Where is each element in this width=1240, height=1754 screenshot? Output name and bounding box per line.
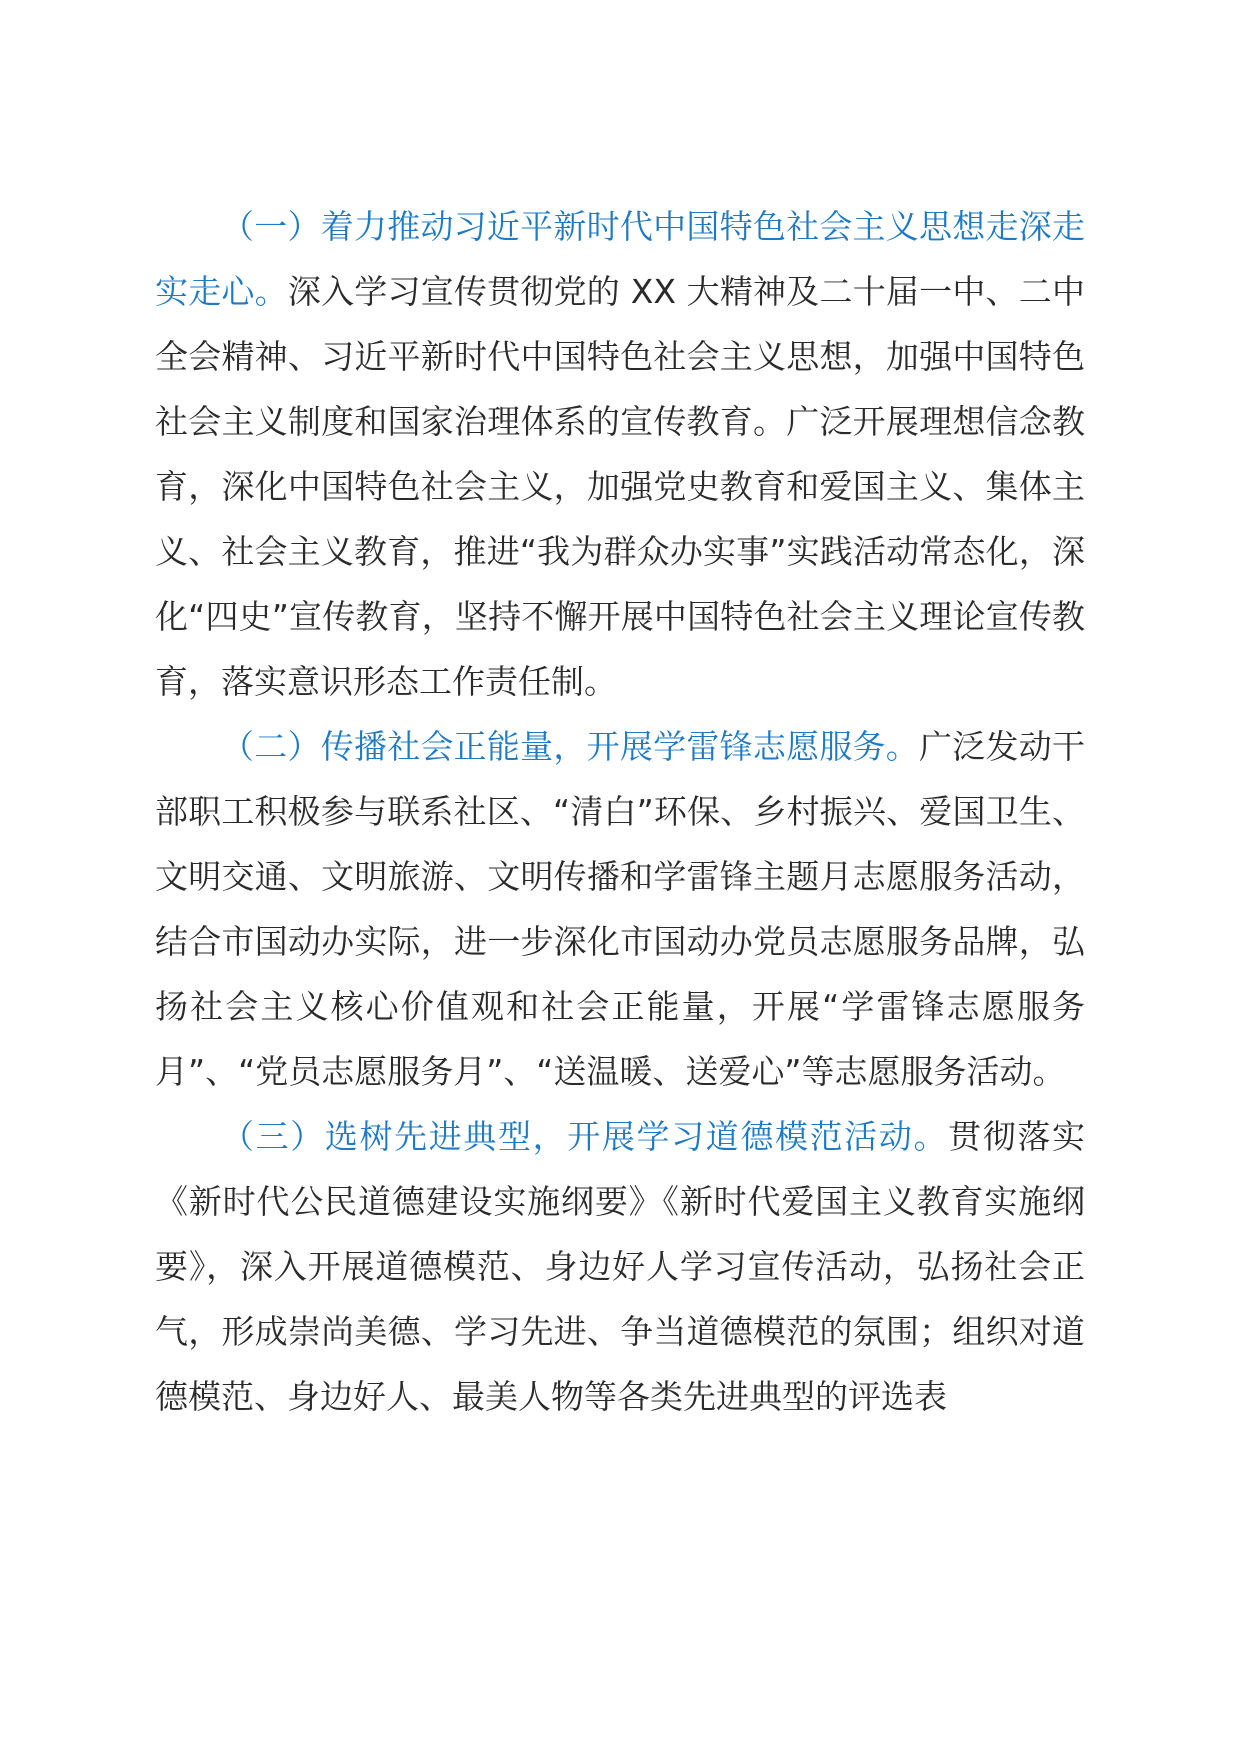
paragraph-3 <box>155 1104 1085 1429</box>
document-page <box>155 194 1085 1429</box>
paragraph-3-heading: （三）选树先进典型，开展学习道德模范活动。 <box>221 1117 949 1156</box>
paragraph-3-body: 贯彻落实《新时代公民道德建设实施纲要》《新时代爱国主义教育实施纲要》，深入开展道德模范、身边好人学习宣传活动，弘扬社会正气，形成崇尚美德、学习先进、争当道德模范的氛围；组织对道德模范、身边好人、最美人物等各类先进典型的评选表 <box>155 1117 1085 1416</box>
paragraph-2-body: 广泛发动干部职工积极参与联系社区、“清白”环保、乡村振兴、爱国卫生、文明交通、文明旅游、文明传播和学雷锋主题月志愿服务活动，结合市国动办实际，进一步深化市国动办党员志愿服务品牌，弘扬社会主义核心价值观和社会正能量，开展“学雷锋志愿服务月”、“党员志愿服务月”、“送温暖、送爱心”等志愿服务活动。 <box>155 727 1086 1091</box>
paragraph-2 <box>155 714 1085 1104</box>
paragraph-1 <box>155 194 1085 714</box>
paragraph-1-heading: （一）着力推动习近平新时代中国特色社会主义思想走深走实走心。 <box>155 207 1085 311</box>
paragraph-2-heading: （二）传播社会正能量，开展学雷锋志愿服务。 <box>221 727 920 766</box>
paragraph-1-body: 深入学习宣传贯彻党的 XX 大精神及二十届一中、二中全会精神、习近平新时代中国特色社会主义思想，加强中国特色社会主义制度和国家治理体系的宣传教育。广泛开展理想信念教育，深化中国特色社会主义，加强党史教育和爱国主义、集体主义、社会主义教育，推进“我为群众办实事”实践活动常态化，深化“四史”宣传教育，坚持不懈开展中国特色社会主义理论宣传教育，落实意识形态工作责任制。 <box>155 272 1085 701</box>
